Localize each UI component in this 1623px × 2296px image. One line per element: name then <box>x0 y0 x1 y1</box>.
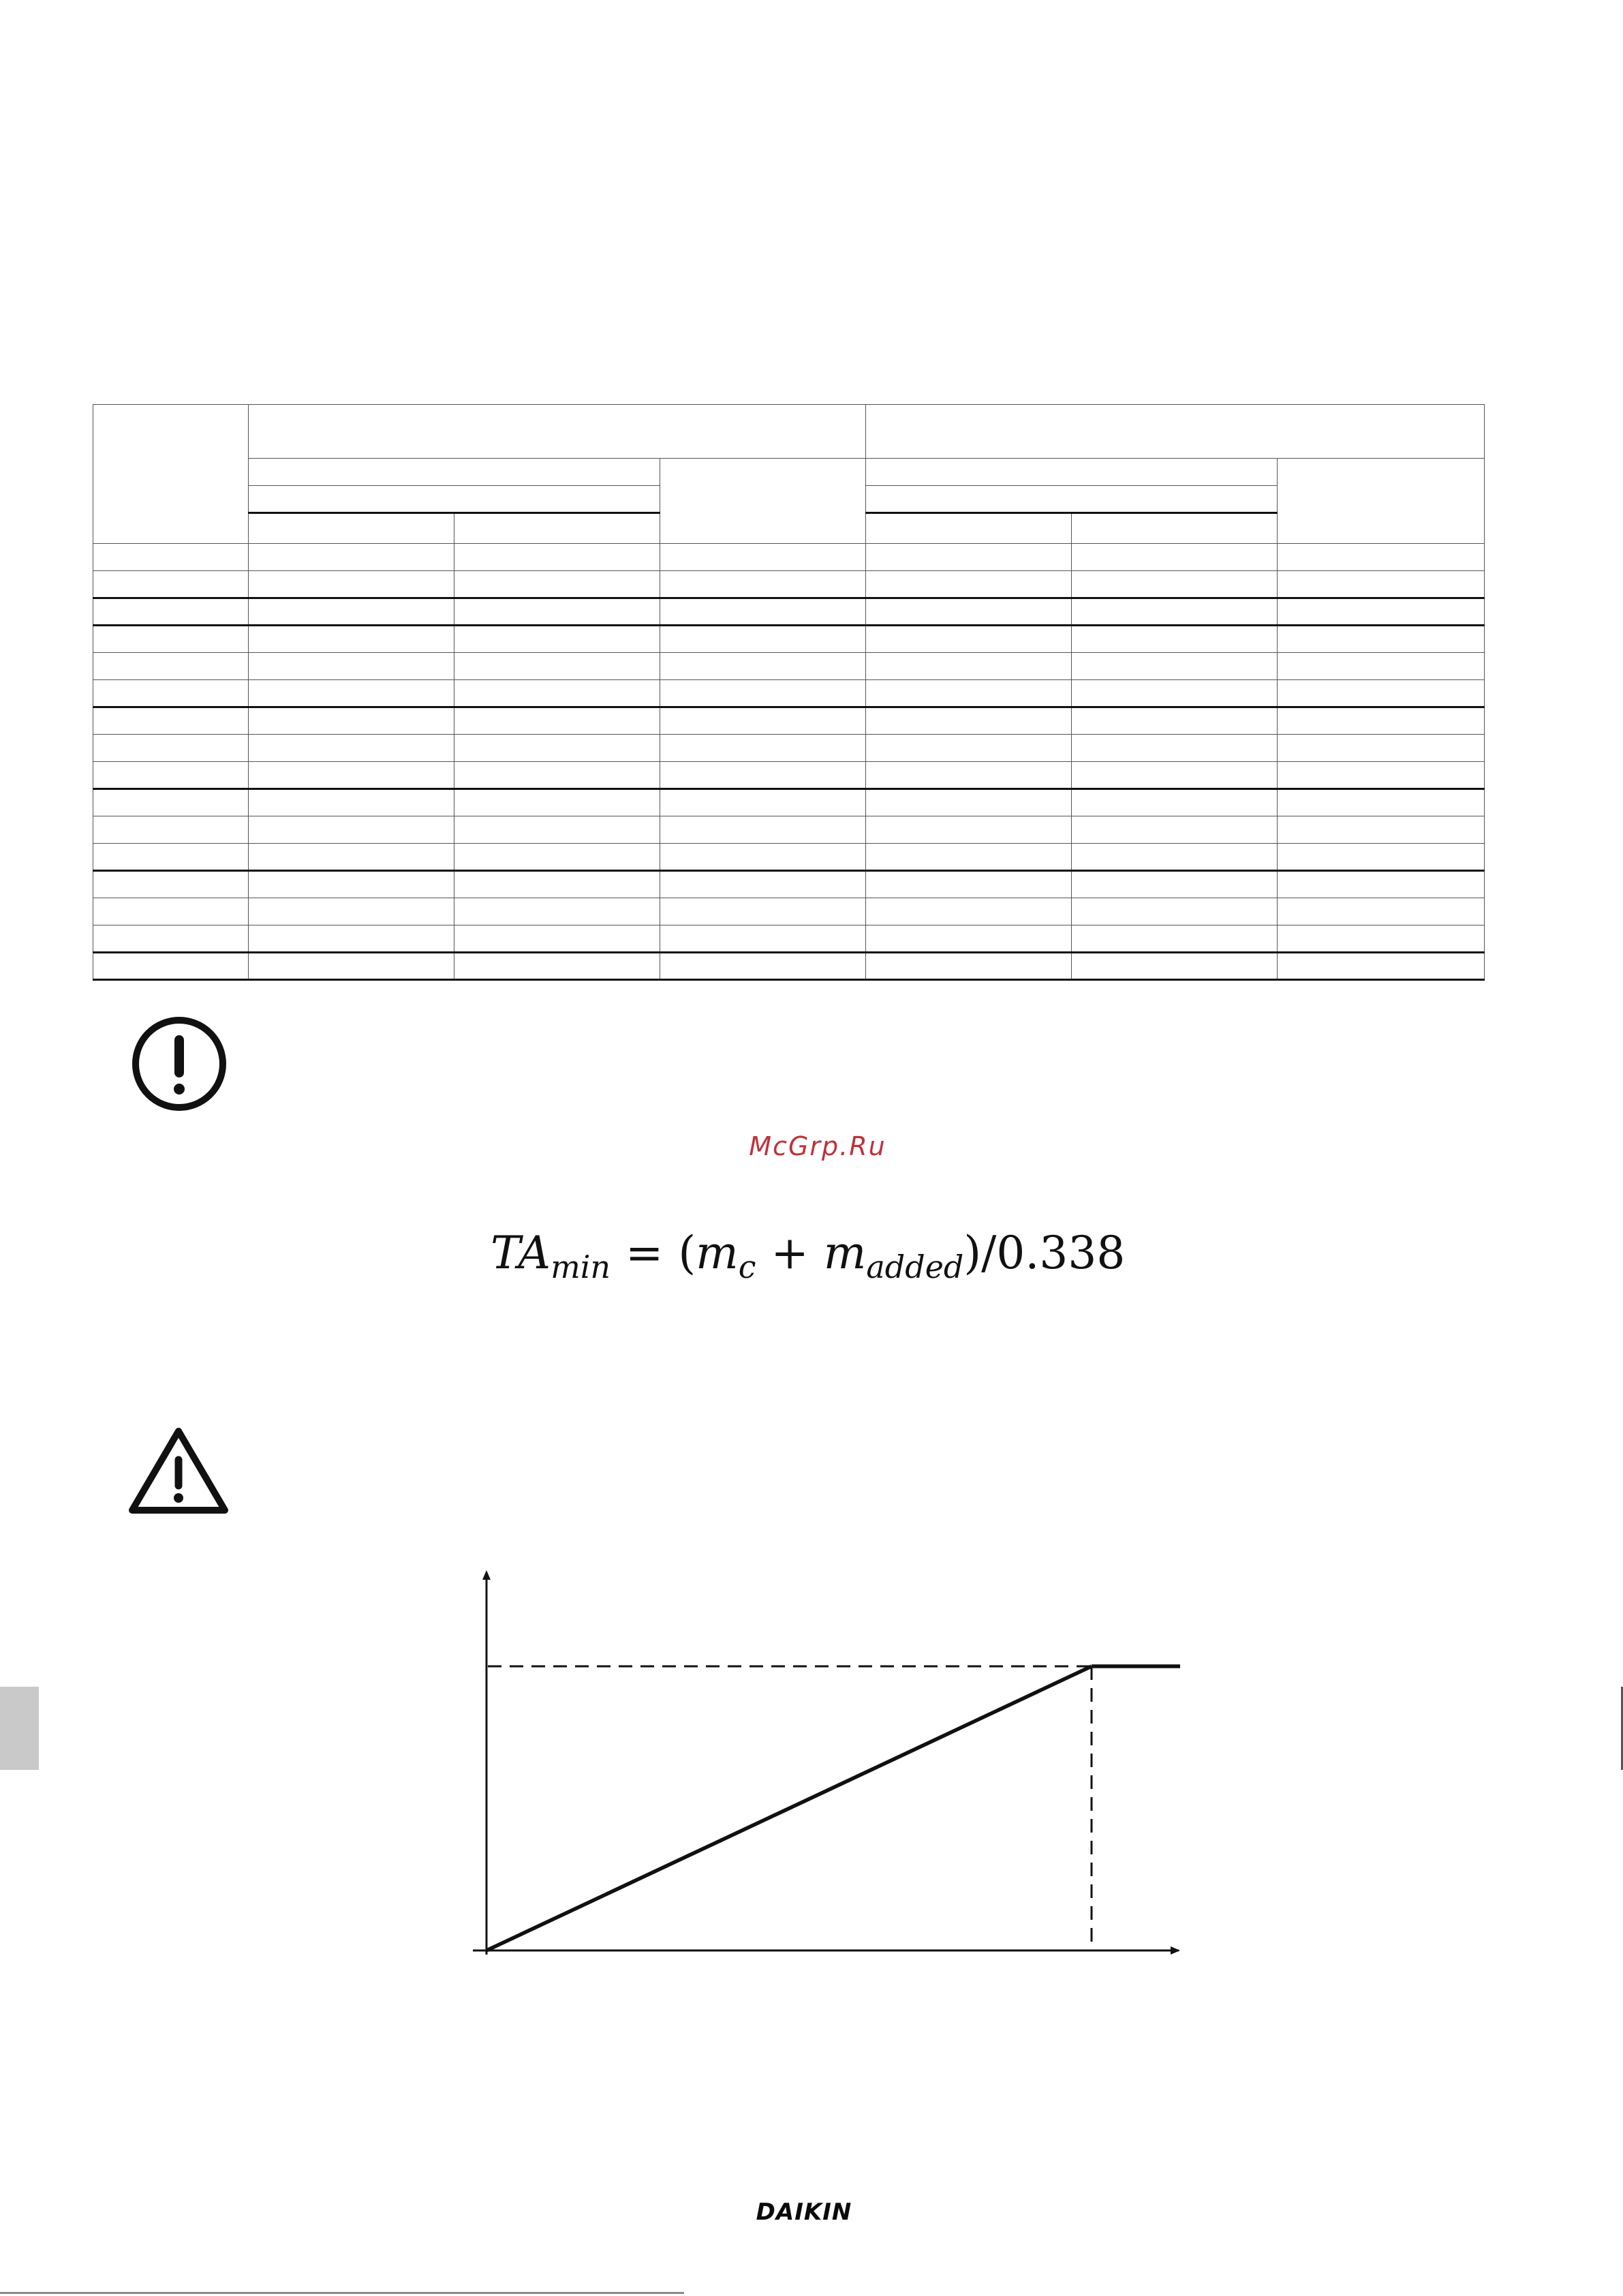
table-header-cell <box>660 459 866 544</box>
side-tab <box>0 1687 39 1770</box>
formula-m1-sub: c <box>738 1248 756 1285</box>
footer-rule <box>0 2292 684 2294</box>
table-row <box>93 871 1485 898</box>
formula-m2-sub: added <box>866 1248 964 1285</box>
table-row <box>93 789 1485 816</box>
table-header-cell <box>866 486 1278 513</box>
formula-plus: + <box>771 1227 809 1279</box>
table-row <box>93 735 1485 762</box>
table-row <box>93 544 1485 571</box>
table-row <box>93 844 1485 871</box>
table-header-cell <box>249 486 660 513</box>
formula-open: ( <box>678 1227 696 1279</box>
watermark-text[interactable]: McGrp.Ru <box>749 1131 886 1161</box>
table-row <box>93 598 1485 626</box>
table-row <box>93 707 1485 735</box>
table-row <box>93 571 1485 598</box>
warning-triangle-icon <box>127 1424 230 1517</box>
formula-m1: m <box>696 1227 739 1279</box>
table-header-cell <box>1072 513 1278 544</box>
table-row <box>93 680 1485 707</box>
table-row <box>93 898 1485 925</box>
formula <box>491 1227 1126 1302</box>
formula-close: )/0.338 <box>963 1227 1126 1279</box>
formula-lhs: TA <box>491 1227 551 1279</box>
table-header-cell <box>1278 459 1485 544</box>
limit-diagram <box>463 1567 1199 1976</box>
table-header-group-left <box>249 405 866 459</box>
table-header-cell <box>249 513 454 544</box>
table-row <box>93 816 1485 844</box>
daikin-logo: DAIKIN <box>756 2199 852 2226</box>
table-header-cell <box>93 405 249 544</box>
table-row <box>93 626 1485 653</box>
exclamation-circle-icon <box>129 1014 229 1114</box>
table-header-group-right <box>866 405 1485 459</box>
formula-lhs-sub: min <box>551 1248 611 1285</box>
data-table <box>93 404 1485 981</box>
table-header-row-1 <box>93 405 1485 459</box>
rising-line <box>486 1666 1092 1950</box>
table-header-cell <box>866 513 1072 544</box>
formula-equals: = <box>625 1227 664 1279</box>
formula-m2: m <box>823 1227 867 1279</box>
table-header-row-2 <box>93 459 1485 486</box>
table-row <box>93 653 1485 680</box>
table-row <box>93 762 1485 789</box>
table-row <box>93 925 1485 953</box>
table-header-cell <box>249 459 660 486</box>
y-axis-arrow <box>482 1570 491 1580</box>
table-header-cell <box>454 513 660 544</box>
x-axis-arrow <box>1171 1946 1180 1955</box>
table-header-cell <box>866 459 1278 486</box>
table-row <box>93 953 1485 980</box>
